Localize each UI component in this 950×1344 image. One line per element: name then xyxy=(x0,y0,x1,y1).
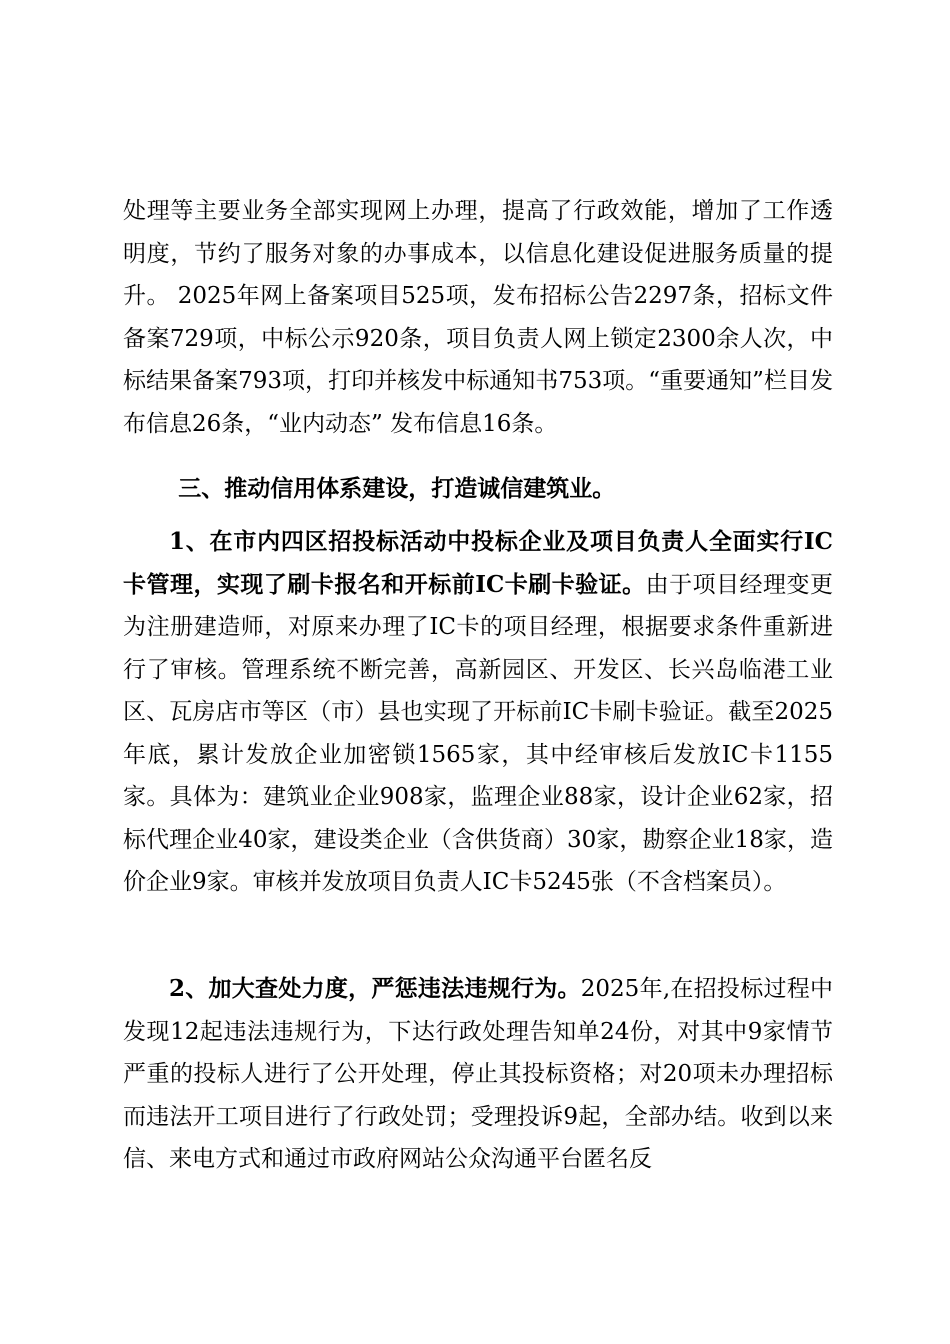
paragraph-body: 由于项目经理变更为注册建造师，对原来办理了IC卡的项目经理，根据要求条件重新进行了审核。管理系统不断完善，高新园区、开发区、长兴岛临港工业区、瓦房店市等区（市）县也实现了开标前IC卡刷卡验证。截至2025年底，累计发放企业加密锁1565家，其中经审核后发放IC卡1155家。具体为：建筑业企业908家，监理企业88家，设计企业62家，招标代理企业40家，建设类企业（含供货商）30家，勘察企业18家，造价企业9家。审核并发放项目负责人IC卡5245张（不含档案员）。 xyxy=(123,571,834,895)
paragraph-body: 2025年,在招投标过程中发现12起违法违规行为，下达行政处理告知单24份，对其中9家情节严重的投标人进行了公开处理，停止其投标资格；对20项未办理招标而违法开工项目进行了行政处罚；受理投诉9起，全部办结。收到以来信、来电方式和通过市政府网站公众沟通平台匿名反 xyxy=(123,976,833,1172)
paragraph-enforcement xyxy=(123,968,833,1181)
paragraph-lead-bold: 2、加大查处力度，严惩违法违规行为。 xyxy=(169,975,581,1002)
paragraph-lead-bold: 1、在市内四区招投标活动中投标企业及项目负责人全面实行IC卡管理，实现了刷卡报名和开标前IC卡刷卡验证。 xyxy=(123,528,833,598)
paragraph-text: 处理等主要业务全部实现网上办理，提高了行政效能，增加了工作透明度，节约了服务对象的办事成本，以信息化建设促进服务质量的提升。 2025年网上备案项目525项，发布招标公告2297条，招标文件备案729项，中标公示920条，项目负责人网上锁定2300余人次，中标结果备案793项，打印并核发中标通知书753项。“重要通知”栏目发布信息26条，“业内动态” 发布信息16条。 xyxy=(123,198,833,437)
paragraph-text xyxy=(123,968,833,1181)
section-heading-3 xyxy=(123,468,833,511)
paragraph-online-filing xyxy=(123,190,833,445)
paragraph-ic-card xyxy=(123,521,833,904)
paragraph-text xyxy=(123,521,833,904)
heading-text: 三、推动信用体系建设，打造诚信建筑业。 xyxy=(178,475,616,502)
